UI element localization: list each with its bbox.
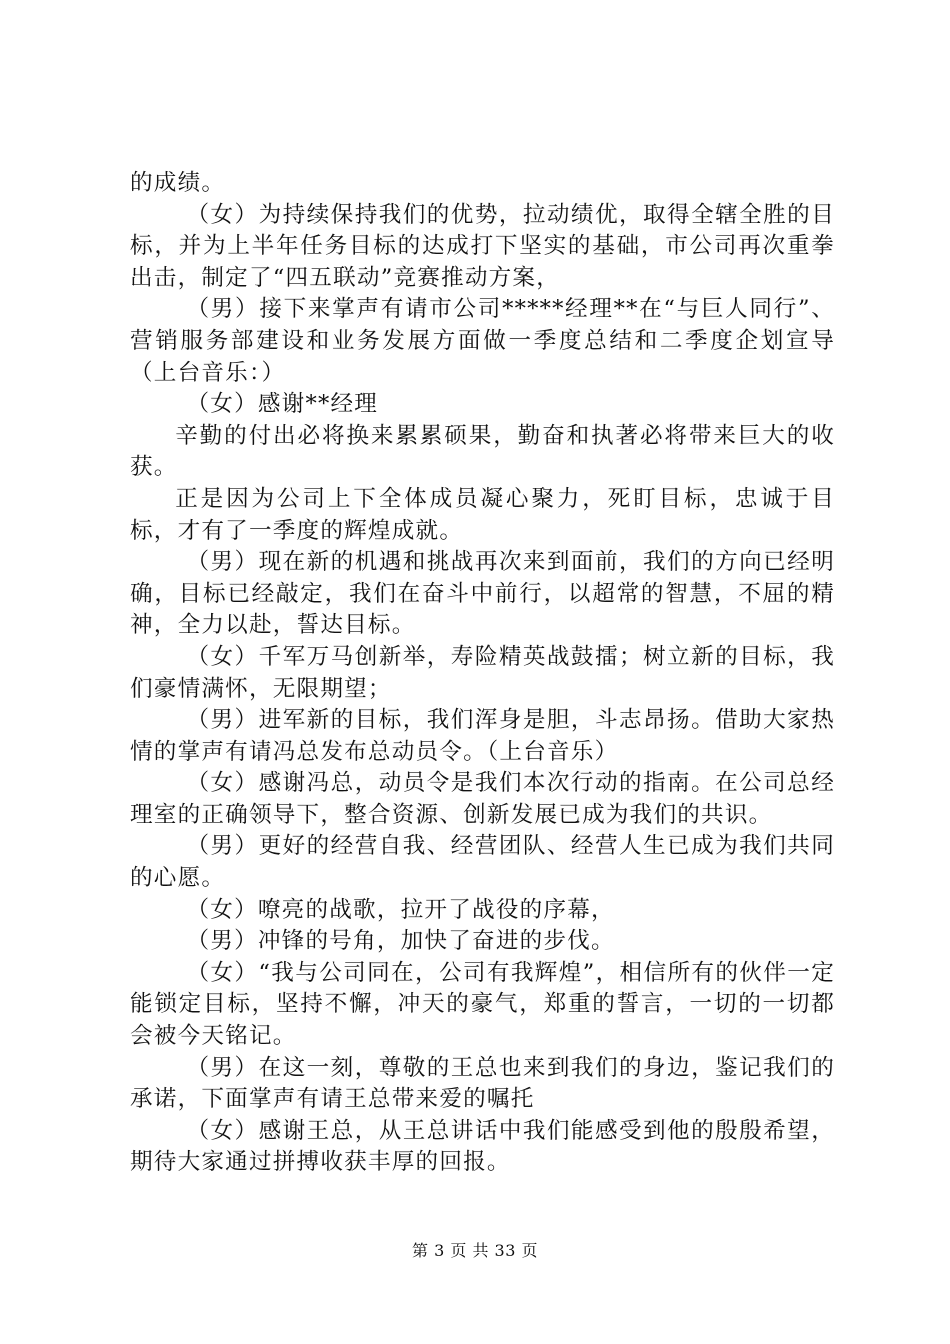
paragraph: 辛勤的付出必将换来累累硕果，勤奋和执著必将带来巨大的收获。 xyxy=(130,422,835,481)
page-number-footer: 第 3 页 共 33 页 xyxy=(412,1241,538,1260)
paragraph: （女）感谢王总，从王总讲话中我们能感受到他的殷殷希望，期待大家通过拼搏收获丰厚的回报。 xyxy=(130,1117,835,1176)
paragraph: （男）冲锋的号角，加快了奋进的步伐。 xyxy=(186,928,615,955)
paragraph: （女）感谢冯总，动员令是我们本次行动的指南。在公司总经理室的正确领导下，整合资源、创新发展已成为我们的共识。 xyxy=(130,770,835,828)
paragraph: （女）嘹亮的战歌，拉开了战役的序幕， xyxy=(186,896,615,923)
paragraph: （女）“我与公司同在，公司有我辉煌”，相信所有的伙伴一定能锁定目标，坚持不懈，冲天的豪气，郑重的誓言，一切的一切都会被今天铭记。 xyxy=(130,959,835,1050)
paragraph: （男）更好的经营自我、经营团队、经营人生已成为我们共同的心愿。 xyxy=(130,833,835,892)
paragraph: （女）千军万马创新举，寿险精英战鼓擂；树立新的目标，我们豪情满怀，无限期望； xyxy=(130,643,835,702)
paragraph: （男）进军新的目标，我们浑身是胆，斗志昂扬。借助大家热情的掌声有请冯总发布总动员令。（上台音乐） xyxy=(130,707,835,765)
document-body xyxy=(130,168,835,1179)
paragraph: 正是因为公司上下全体成员凝心聚力，死盯目标，忠诚于目标，才有了一季度的辉煌成就。 xyxy=(130,485,835,544)
paragraph: （男）现在新的机遇和挑战再次来到面前，我们的方向已经明确，目标已经敲定，我们在奋斗中前行，以超常的智慧，不屈的精神，全力以赴，誓达目标。 xyxy=(130,549,835,639)
paragraph: 的成绩。 xyxy=(130,170,226,196)
paragraph: （女）为持续保持我们的优势，拉动绩优，取得全辖全胜的目标，并为上半年任务目标的达成打下坚实的基础，市公司再次重拳出击，制定了“四五联动”竞赛推动方案， xyxy=(130,201,835,291)
paragraph: （男）接下来掌声有请市公司*****经理**在“与巨人同行”、营销服务部建设和业务发展方面做一季度总结和二季度企划宣导（上台音乐：） xyxy=(130,296,835,386)
paragraph: （女）感谢**经理 xyxy=(186,391,379,418)
paragraph: （男）在这一刻，尊敬的王总也来到我们的身边，鉴记我们的承诺，下面掌声有请王总带来爱的嘱托 xyxy=(130,1054,835,1113)
